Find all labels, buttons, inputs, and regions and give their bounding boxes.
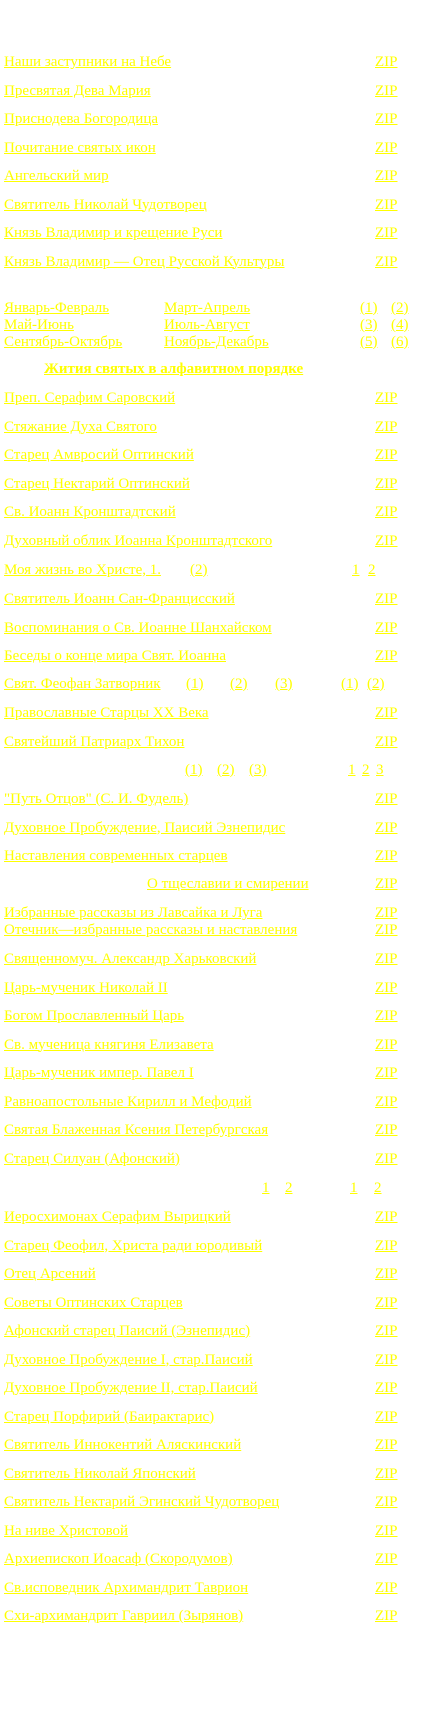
zip-download-link[interactable]: ZIP xyxy=(375,447,398,463)
book-title-link[interactable]: Царь-мученик импер. Павел I xyxy=(4,1065,194,1081)
zip-download-link[interactable]: ZIP xyxy=(375,1522,398,1539)
book-row-24 xyxy=(4,951,416,971)
book-row-23 xyxy=(4,922,416,942)
book-row-3 xyxy=(4,140,416,160)
book-title-link[interactable]: Наставления современных старцев xyxy=(4,848,228,864)
book-title-link[interactable]: Архиепископ Иоасаф (Скородумов) xyxy=(4,1551,233,1567)
part-link[interactable]: (1) xyxy=(185,762,203,778)
calendar-row xyxy=(4,317,416,335)
book-title-link[interactable]: "Путь Отцов" (С. И. Фудель) xyxy=(4,791,189,807)
zip-part-link[interactable]: 2 xyxy=(368,562,376,578)
book-title-link[interactable]: Святитель Николай Японский xyxy=(4,1465,196,1482)
book-title-link[interactable]: Святитель Иоанн Сан-Францисский xyxy=(4,591,235,607)
book-title-link[interactable]: Духовное Пробуждение, Паисий Эзнепидис xyxy=(4,819,286,836)
book-title-link[interactable]: Приснодева Богородица xyxy=(4,111,158,127)
book-row-41 xyxy=(4,1466,416,1486)
calendar-link[interactable]: Январь-Февраль xyxy=(4,300,110,316)
book-row-20 xyxy=(4,820,416,840)
zip-download-link[interactable]: ZIP xyxy=(375,225,398,241)
calendar-link[interactable]: (4) xyxy=(391,317,409,333)
book-row-29 xyxy=(4,1094,416,1114)
zip-download-link[interactable]: ZIP xyxy=(375,591,398,607)
book-title-link[interactable]: Наши заступники на Небе xyxy=(4,54,172,70)
book-title-link[interactable]: Святитель Нектарий Эгинский Чудотворец xyxy=(4,1494,280,1510)
calendar-link[interactable]: Сентябрь-Октябрь xyxy=(4,334,123,350)
book-title-link[interactable]: Духовное Пробуждение II, стар.Паисий xyxy=(4,1380,258,1396)
zip-download-link[interactable]: ZIP xyxy=(375,1209,398,1225)
book-title-link[interactable]: Богом Прославленный Царь xyxy=(4,1008,185,1024)
zip-download-link[interactable]: ZIP xyxy=(375,82,398,99)
zip-download-link[interactable]: ZIP xyxy=(375,1494,398,1510)
zip-download-link[interactable]: ZIP xyxy=(375,1551,398,1567)
book-title-link[interactable]: Царь-мученик Николай II xyxy=(4,979,168,996)
book-title-link[interactable]: Иеросхимонах Серафим Вырицкий xyxy=(4,1209,231,1225)
zip-part-link[interactable]: 2 xyxy=(374,1180,382,1196)
zip-download-link[interactable]: ZIP xyxy=(375,1122,398,1138)
book-row-10 xyxy=(4,447,416,467)
saints-heading-link[interactable]: Жития святых в алфавитном порядке xyxy=(44,361,304,377)
book-row-5 xyxy=(4,197,416,217)
book-title-link[interactable]: Преп. Серафим Саровский xyxy=(4,390,176,406)
book-title-link[interactable]: Князь Владимир и крещение Руси xyxy=(4,225,223,241)
book-title-link[interactable]: Советы Оптинских Старцев xyxy=(4,1294,183,1311)
zip-download-link[interactable]: ZIP xyxy=(375,418,398,435)
part-link[interactable]: (2) xyxy=(190,562,208,578)
book-row-7 xyxy=(4,254,416,274)
calendar-row xyxy=(4,300,416,318)
zip-part-link[interactable]: 1 xyxy=(350,1180,358,1196)
book-title-link[interactable]: Моя жизнь во Христе, 1. xyxy=(4,562,161,578)
calendar-link[interactable]: (1) xyxy=(360,300,378,316)
book-row-13 xyxy=(4,533,416,553)
book-row-42 xyxy=(4,1494,416,1514)
book-title-link[interactable]: Воспоминания о Св. Иоанне Шанхайском xyxy=(4,619,272,636)
zip-download-link[interactable]: ZIP xyxy=(375,648,398,664)
book-title-link[interactable]: Св. Иоанн Кронштадтский xyxy=(4,504,176,520)
book-row-2 xyxy=(4,111,416,131)
book-row-33 xyxy=(4,1238,416,1258)
book-row-43 xyxy=(4,1523,416,1543)
book-title-link[interactable]: Беседы о конце мира Свят. Иоанна xyxy=(4,648,226,664)
calendar-link[interactable]: Май-Июнь xyxy=(4,317,74,333)
zip-download-link[interactable]: ZIP xyxy=(375,1351,398,1368)
zip-download-link[interactable]: ZIP xyxy=(375,1323,398,1339)
zip-part-link[interactable]: 1 xyxy=(348,762,356,778)
book-row-12 xyxy=(4,504,416,524)
book-row-40 xyxy=(4,1437,416,1457)
book-title-link[interactable]: Отечник—избранные рассказы и наставления xyxy=(4,922,298,938)
book-title-link[interactable]: Старец Нектарий Оптинский xyxy=(4,475,190,492)
calendar-row xyxy=(4,334,416,352)
book-row-0 xyxy=(4,54,416,74)
zip-download-link[interactable]: ZIP xyxy=(375,1579,398,1596)
book-row-45 xyxy=(4,1580,416,1600)
book-row-34 xyxy=(4,1266,416,1286)
part-link[interactable]: 1 xyxy=(262,1180,270,1196)
calendar-link[interactable]: Июль-Август xyxy=(164,317,250,333)
book-row-26 xyxy=(4,1008,416,1028)
book-title-link[interactable]: Св.исповедник Архимандрит Таврион xyxy=(4,1579,249,1596)
book-title-link[interactable]: Духовный облик Иоанна Кронштадтского xyxy=(4,532,273,549)
book-title-link[interactable]: Старец Феофил, Христа ради юродивый xyxy=(4,1237,263,1254)
zip-download-link[interactable]: ZIP xyxy=(375,791,398,807)
part-link[interactable]: 2 xyxy=(285,1180,293,1196)
book-row-15 xyxy=(4,620,416,640)
book-row-4 xyxy=(4,168,416,188)
book-row-44 xyxy=(4,1551,416,1571)
book-row-30 xyxy=(4,1122,416,1142)
book-row-17 xyxy=(4,705,416,725)
calendar-link[interactable]: Март-Апрель xyxy=(164,300,251,316)
zip-download-link[interactable]: ZIP xyxy=(375,951,398,967)
book-row-11 xyxy=(4,476,416,496)
book-row-27 xyxy=(4,1037,416,1057)
book-row-37 xyxy=(4,1352,416,1372)
book-row-16 xyxy=(4,648,416,668)
part-link[interactable]: (3) xyxy=(275,676,293,692)
zip-download-link[interactable]: ZIP xyxy=(375,475,398,492)
zip-download-link[interactable]: ZIP xyxy=(375,54,398,70)
book-row-21 xyxy=(4,848,416,868)
book-row xyxy=(4,876,416,896)
zip-download-link[interactable]: ZIP xyxy=(375,1237,398,1254)
zip-download-link[interactable]: ZIP xyxy=(375,905,398,921)
zip-download-link[interactable]: ZIP xyxy=(375,979,398,996)
zip-part-link[interactable]: 3 xyxy=(376,762,384,778)
book-title-link[interactable]: Старец Порфирий (Баирактарис) xyxy=(4,1408,215,1425)
book-title-link[interactable]: Святитель Николай Чудотворец xyxy=(4,196,207,213)
zip-download-link[interactable]: ZIP xyxy=(375,1266,398,1282)
zip-download-link[interactable]: ZIP xyxy=(375,168,398,184)
zip-download-link[interactable]: ZIP xyxy=(375,876,398,892)
zip-download-link[interactable]: ZIP xyxy=(375,139,398,156)
book-row-25 xyxy=(4,980,416,1000)
zip-part-link[interactable]: (2) xyxy=(367,676,385,692)
book-title-link[interactable]: Православные Старцы XX Века xyxy=(4,705,209,721)
zip-download-link[interactable]: ZIP xyxy=(375,1150,398,1167)
book-title-link[interactable]: Князь Владимир — Отец Русской Культуры xyxy=(4,253,285,270)
book-title-link[interactable]: Афонский старец Паисий (Эзнепидис) xyxy=(4,1323,251,1339)
book-row-28 xyxy=(4,1065,416,1085)
part-link[interactable]: (2) xyxy=(217,762,235,778)
part-link[interactable]: (2) xyxy=(230,676,248,692)
zip-download-link[interactable]: ZIP xyxy=(375,733,398,750)
book-title-link[interactable]: Святитель Иннокентий Аляскинский xyxy=(4,1437,242,1453)
zip-part-link[interactable]: (1) xyxy=(341,676,359,692)
book-title-link[interactable]: На ниве Христовой xyxy=(4,1522,129,1539)
zip-download-link[interactable]: ZIP xyxy=(375,1294,398,1311)
zip-download-link[interactable]: ZIP xyxy=(375,111,398,127)
zip-download-link[interactable]: ZIP xyxy=(375,922,398,938)
book-title-link[interactable]: Почитание святых икон xyxy=(4,139,156,156)
book-title-link[interactable]: Отец Арсений xyxy=(4,1266,96,1282)
zip-part-link[interactable]: 1 xyxy=(352,562,360,578)
book-row-18 xyxy=(4,734,416,754)
book-title-link[interactable]: Схи-архимандрит Гавриил (Зырянов) xyxy=(4,1608,244,1624)
book-row-36 xyxy=(4,1323,416,1343)
zip-download-link[interactable]: ZIP xyxy=(375,253,398,270)
zip-download-link[interactable]: ZIP xyxy=(375,1608,398,1624)
part-link[interactable]: (1) xyxy=(186,676,204,692)
book-title-link[interactable]: Равноапостольные Кирилл и Мефодий xyxy=(4,1093,252,1110)
book-row-39 xyxy=(4,1409,416,1429)
zip-download-link[interactable]: ZIP xyxy=(375,532,398,549)
zip-download-link[interactable]: ZIP xyxy=(375,1008,398,1024)
book-title-link[interactable]: О тщеславии и смирении xyxy=(147,876,309,892)
calendar-link[interactable]: (3) xyxy=(360,317,378,333)
zip-download-link[interactable]: ZIP xyxy=(375,1093,398,1110)
zip-download-link[interactable]: ZIP xyxy=(375,848,398,864)
zip-download-link[interactable]: ZIP xyxy=(375,619,398,636)
book-row-6 xyxy=(4,225,416,245)
book-title-link[interactable]: Свят. Феофан Затворник xyxy=(4,676,161,692)
zip-download-link[interactable]: ZIP xyxy=(375,819,398,836)
book-title-link[interactable]: Святейший Патриарх Тихон xyxy=(4,733,185,750)
book-row-31 xyxy=(4,1151,416,1171)
book-row-19 xyxy=(4,791,416,811)
book-title-link[interactable]: Пресвятая Дева Мария xyxy=(4,82,151,99)
zip-download-link[interactable]: ZIP xyxy=(375,196,398,213)
book-title-link[interactable]: Духовное Пробуждение I, стар.Паисий xyxy=(4,1351,253,1368)
book-title-link[interactable]: Св. мученица княгиня Елизавета xyxy=(4,1036,214,1053)
calendar-link[interactable]: (2) xyxy=(391,300,409,316)
book-row-14 xyxy=(4,591,416,611)
book-row-35 xyxy=(4,1295,416,1315)
zip-download-link[interactable]: ZIP xyxy=(375,504,398,520)
zip-download-link[interactable]: ZIP xyxy=(375,1065,398,1081)
zip-download-link[interactable]: ZIP xyxy=(375,1408,398,1425)
zip-download-link[interactable]: ZIP xyxy=(375,1465,398,1482)
book-title-link[interactable]: Старец Силуан (Афонский) xyxy=(4,1150,180,1167)
zip-download-link[interactable]: ZIP xyxy=(375,390,398,406)
book-row-32 xyxy=(4,1209,416,1229)
book-title-link[interactable]: Ангельский мир xyxy=(4,168,109,184)
calendar-link[interactable]: (5) xyxy=(360,334,378,350)
zip-download-link[interactable]: ZIP xyxy=(375,1380,398,1396)
zip-download-link[interactable]: ZIP xyxy=(375,705,398,721)
book-title-link[interactable]: Стяжание Духа Святого xyxy=(4,418,157,435)
book-title-link[interactable]: Священномуч. Александр Харьковский xyxy=(4,951,257,967)
book-row-8 xyxy=(4,390,416,410)
zip-download-link[interactable]: ZIP xyxy=(375,1036,398,1053)
part-link[interactable]: (3) xyxy=(249,762,267,778)
book-title-link[interactable]: Избранные рассказы из Лавсайка и Луга xyxy=(4,905,263,921)
calendar-link[interactable]: Ноябрь-Декабрь xyxy=(164,334,269,350)
book-row-46 xyxy=(4,1608,416,1628)
calendar-link[interactable]: (6) xyxy=(391,334,409,350)
book-title-link[interactable]: Старец Амвросий Оптинский xyxy=(4,447,194,463)
zip-part-link[interactable]: 2 xyxy=(362,762,370,778)
book-row-9 xyxy=(4,419,416,439)
zip-download-link[interactable]: ZIP xyxy=(375,1437,398,1453)
book-row-38 xyxy=(4,1380,416,1400)
book-row-1 xyxy=(4,83,416,103)
book-title-link[interactable]: Святая Блаженная Ксения Петербургская xyxy=(4,1122,269,1138)
